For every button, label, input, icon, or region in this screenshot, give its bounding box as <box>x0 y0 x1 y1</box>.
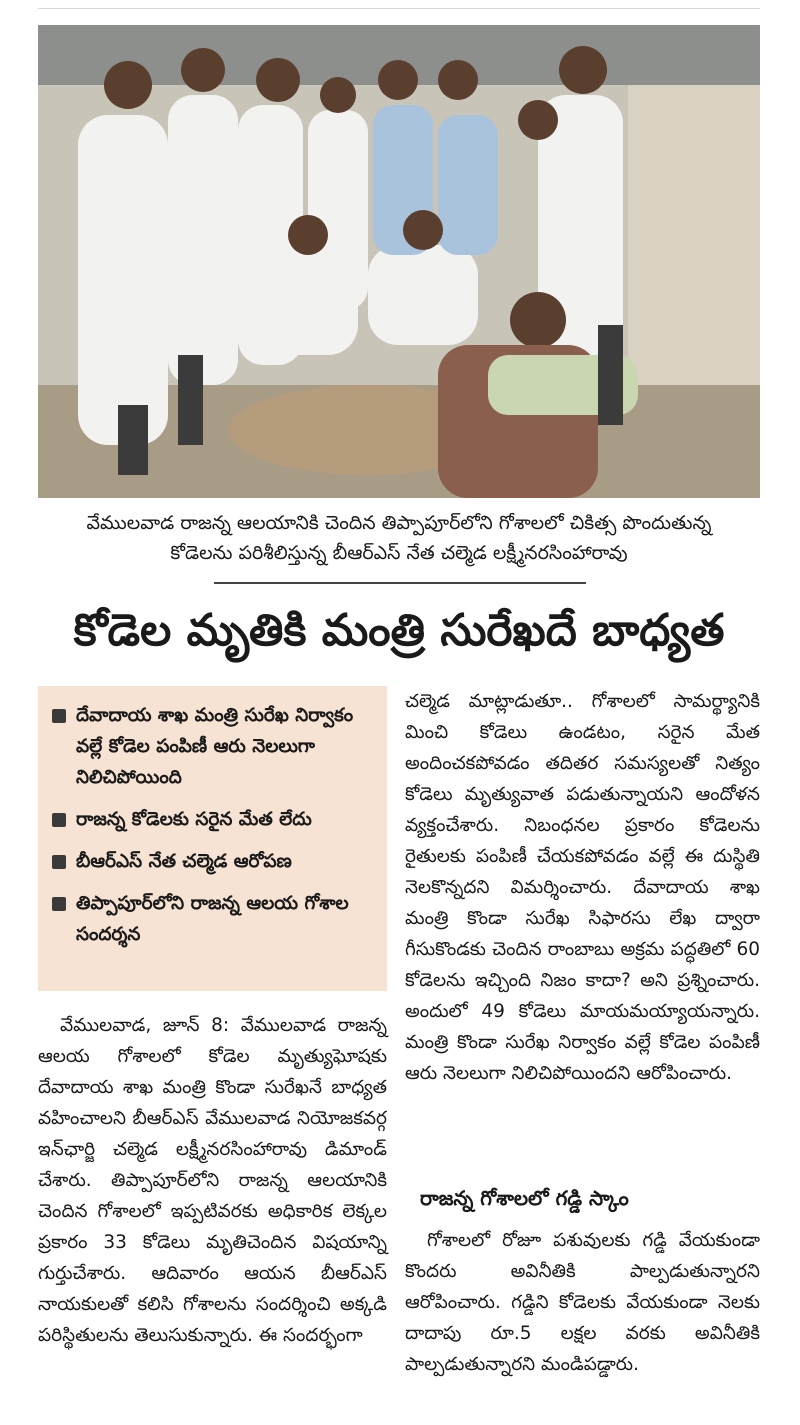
article-column-right-bottom <box>405 1225 760 1380</box>
caption-divider <box>214 582 586 584</box>
highlight-item <box>52 700 377 793</box>
news-photo <box>38 25 760 498</box>
caption-line-1: వేములవాడ రాజన్న ఆలయానికి చెందిన తిప్పాపూర్‌లోని గోశాలలో చికిత్స పొందుతున్న <box>86 512 712 534</box>
highlights-box <box>38 686 387 991</box>
highlight-text: దేవాదాయ శాఖ మంత్రి సురేఖ నిర్వాకం వల్లే కోడెల పంపిణీ ఆరు నెలలుగా నిలిచిపోయింది <box>76 705 354 788</box>
bullet-icon <box>52 813 66 827</box>
bullet-icon <box>52 709 66 723</box>
headline: కోడెల మృతికి మంత్రి సురేఖదే బాధ్యత <box>73 605 725 656</box>
article-column-left <box>38 1010 387 1351</box>
article-paragraph: చల్మెడ మాట్లాడుతూ.. గోశాలలో సామర్థ్యానికి మించి కోడెలు ఉండటం, సరైన మేత అందించకపోవడం తదితర సమస్యలతో నిత్యం కోడెలు మృత్యువాత పడుతున్నాయని ఆందోళన వ్యక్తంచేశారు. నిబంధనల ప్రకారం కోడెలను రైతులకు పంపిణీ చేయకపోవడం వల్లే ఈ దుస్థితి నెలకొన్నదని విమర్శించారు. దేవాదాయ శాఖ మంత్రి కొండా సురేఖ సిఫారసు లేఖ ద్వారా గీసుకొండకు చెందిన రాంబాబు అక్రమ పద్ధతిలో 60 కోడెలను ఇచ్చింది నిజం కాదా? అని ప్రశ్నించారు. అందులో 49 కోడెలు మాయమయ్యాయన్నారు. మంత్రి కొండా సురేఖ నిర్వాకం వల్లే కోడెల పంపిణీ ఆరు నెలలుగా నిలిచిపోయిందని ఆరోపించారు. <box>405 691 760 1084</box>
bullet-icon <box>52 897 66 911</box>
highlight-item <box>52 846 377 877</box>
highlight-text: బీఆర్‌ఎస్ నేత చల్మెడ ఆరోపణ <box>76 851 292 872</box>
caption-line-2: కోడెలను పరిశీలిస్తున్న బీఆర్‌ఎస్ నేత చల్మెడ లక్ష్మీనరసింహారావు <box>170 542 628 564</box>
article-paragraph: వేములవాడ, జూన్ 8: వేములవాడ రాజన్న ఆలయ గోశాలలో కోడెల మృత్యుఘోషకు దేవాదాయ శాఖ మంత్రి కొండా సురేఖనే బాధ్యత వహించాలని బీఆర్‌ఎస్ వేములవాడ నియోజకవర్గ ఇన్‌ఛార్జి చల్మెడ లక్ష్మీనరసింహారావు డిమాండ్ చేశారు. తిప్పాపూర్‌లోని రాజన్న ఆలయానికి చెందిన గోశాలలో ఇప్పటివరకు అధికారిక లెక్కల ప్రకారం 33 కోడెలు మృతిచెందిన విషయాన్ని గుర్తుచేశారు. ఆదివారం ఆయన బీఆర్‌ఎస్ నాయకులతో కలిసి గోశాలను సందర్శించి అక్కడి పరిస్థితులను తెలుసుకున్నారు. ఈ సందర్భంగా <box>38 1015 387 1346</box>
highlight-text: రాజన్న కోడెలకు సరైన మేత లేదు <box>76 809 312 830</box>
highlight-item <box>52 804 377 835</box>
highlight-item <box>52 888 377 950</box>
article-subheading: రాజన్న గోశాలలో గడ్డి స్కాం <box>420 1186 629 1210</box>
article-paragraph: గోశాలలో రోజూ పశువులకు గడ్డి వేయకుండా కొందరు అవినీతికి పాల్పడుతున్నారని ఆరోపించారు. గడ్డిని కోడెలకు వేయకుండా నెలకు దాదాపు రూ.5 లక్షల వరకు అవినీతికి పాల్పడుతున్నారని మండిపడ్డారు. <box>405 1230 760 1375</box>
top-rule <box>38 8 760 9</box>
article-column-right <box>405 686 760 1089</box>
bullet-icon <box>52 855 66 869</box>
photo-caption <box>38 508 760 568</box>
highlight-text: తిప్పాపూర్‌లోని రాజన్న ఆలయ గోశాల సందర్శన <box>76 893 349 945</box>
